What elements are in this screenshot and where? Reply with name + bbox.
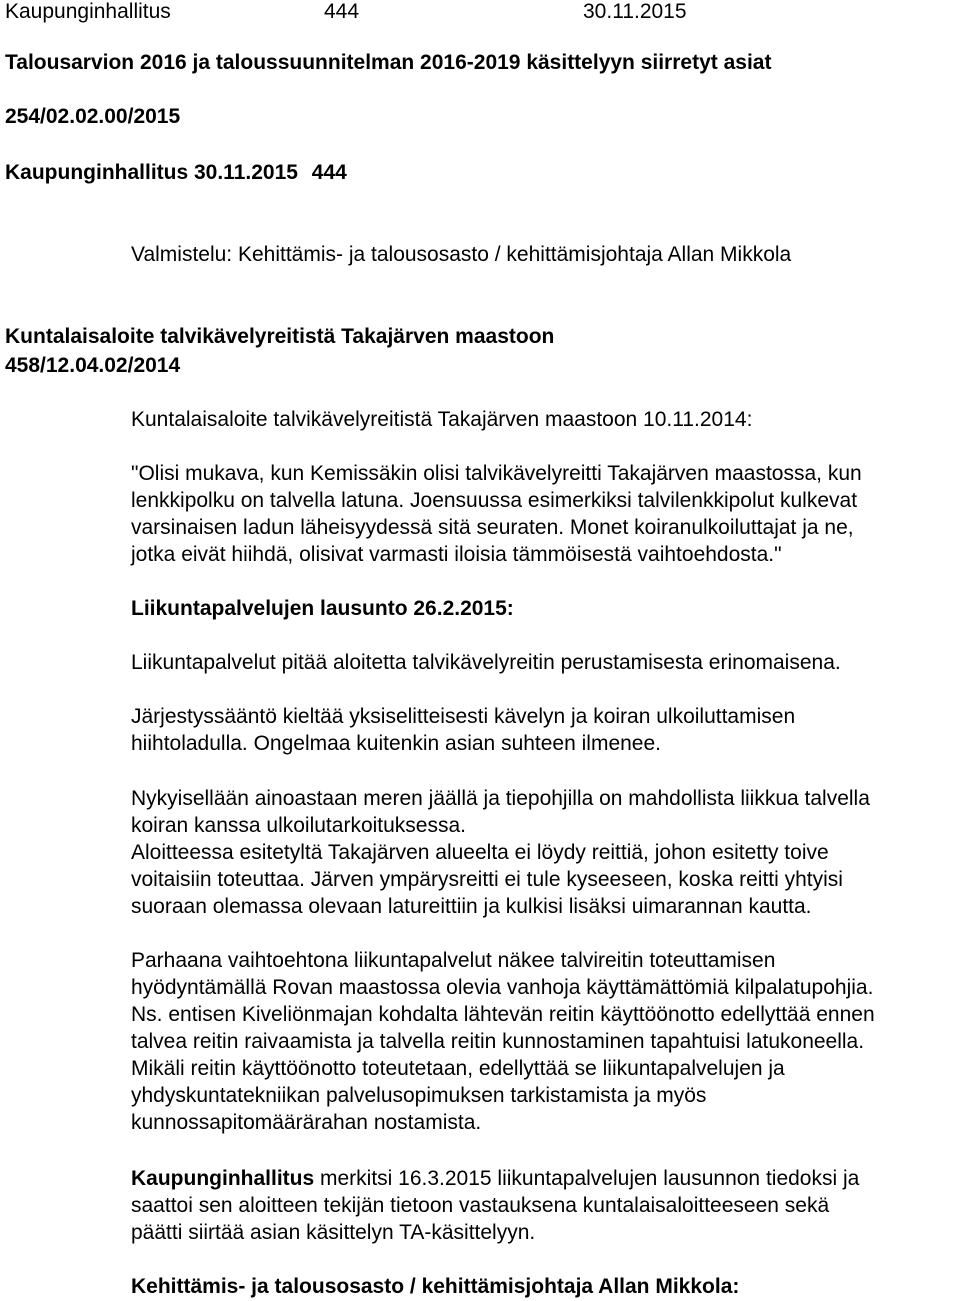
paragraph-4-line: kunnossapitomäärärahan nostamista. [131,1111,482,1134]
final-heading: Kehittämis- ja talousosasto / kehittämisjohtaja Allan Mikkola: [131,1275,740,1298]
intro: Kuntalaisaloite talvikävelyreitistä Takajärven maastoon 10.11.2014: [131,408,753,431]
decision-maker: Kaupunginhallitus [131,1167,315,1190]
paragraph-5-line [131,1165,859,1192]
decision-text: merkitsi 16.3.2015 liikuntapalvelujen lausunnon tiedoksi ja [314,1167,860,1190]
statement-heading: Liikuntapalvelujen lausunto 26.2.2015: [131,597,514,620]
paragraph-1: Liikuntapalvelut pitää aloitetta talvikävelyreitin perustamisesta erinomaisena. [131,651,841,674]
paragraph-2-line: hiihtoladulla. Ongelmaa kuitenkin asian suhteen ilmenee. [131,732,662,755]
document-title: Talousarvion 2016 ja taloussuunnitelman 2016-2019 käsittelyyn siirretyt asiat [5,51,772,74]
paragraph-4-line: Ns. entisen Kiveliönmajan kohdalta lähtevän reitin käyttöönotto edellyttää ennen [131,1003,875,1026]
paragraph-4-line: Parhaana vaihtoehtona liikuntapalvelut näkee talvireitin toteuttamisen [131,949,776,972]
header-body: Kaupunginhallitus [5,0,171,23]
paragraph-3-line: koiran kanssa ulkoilutarkoituksessa. [131,814,466,837]
paragraph-3-line: voitaisiin toteuttaa. Järven ympärysreitti ei tule kyseeseen, koska reitti yhtyisi [131,868,843,891]
paragraph-5-line: saattoi sen aloitteen tekijän tietoon vastauksena kuntalaisaloitteeseen sekä [131,1194,830,1217]
paragraph-2-line: Järjestyssääntö kieltää yksiselitteisesti kävelyn ja koiran ulkoiluttamisen [131,705,796,728]
header-number: 444 [324,0,360,23]
case-number: 254/02.02.00/2015 [5,105,181,128]
quote-line: lenkkipolku on talvella latuna. Joensuussa esimerkiksi talvilenkkipolut kulkevat [131,489,858,512]
header-date: 30.11.2015 [583,0,687,23]
paragraph-5-line: päätti siirtää asian käsittelyn TA-käsittelyyn. [131,1221,536,1244]
paragraph-4-line: Mikäli reitin käyttöönotto toteutetaan, edellyttää se liikuntapalvelujen ja [131,1057,785,1080]
quote-line: "Olisi mukava, kun Kemissäkin olisi talvikävelyreitti Takajärven maastossa, kun [131,462,862,485]
item-case-number: 458/12.04.02/2014 [5,354,181,377]
meeting-number: 444 [311,161,347,184]
meeting-line [5,159,347,186]
paragraph-4-line: yhdyskuntatekniikan palvelusopimuksen tarkistamista ja myös [131,1084,707,1107]
paragraph-3-line: Nykyisellään ainoastaan meren jäällä ja tiepohjilla on mahdollista liikkua talvella [131,787,870,810]
quote-line: jotka eivät hiihdä, olisivat varmasti iloisia tämmöisestä vaihtoehdosta." [131,543,782,566]
quote-line: varsinaisen ladun läheisyydessä sitä seuraten. Monet koiranulkoiluttajat ja ne, [131,516,854,539]
paragraph-3-line: Aloitteessa esitetyltä Takajärven alueelta ei löydy reittiä, johon esitetty toive [131,841,829,864]
meeting-body-date: Kaupunginhallitus 30.11.2015 [5,161,298,184]
preparation: Valmistelu: Kehittämis- ja talousosasto / kehittämisjohtaja Allan Mikkola [131,243,792,266]
paragraph-3-line: suoraan olemassa olevaan latureittiin ja kulkisi lisäksi uimarannan kautta. [131,895,812,918]
paragraph-4-line: hyödyntämällä Rovan maastossa olevia vanhoja käyttämättömiä kilpalatupohjia. [131,976,874,999]
paragraph-4-line: talvea reitin raivaamista ja talvella reitin kunnostaminen tapahtuisi latukoneella. [131,1030,865,1053]
item-title: Kuntalaisaloite talvikävelyreitistä Takajärven maastoon [5,325,555,348]
